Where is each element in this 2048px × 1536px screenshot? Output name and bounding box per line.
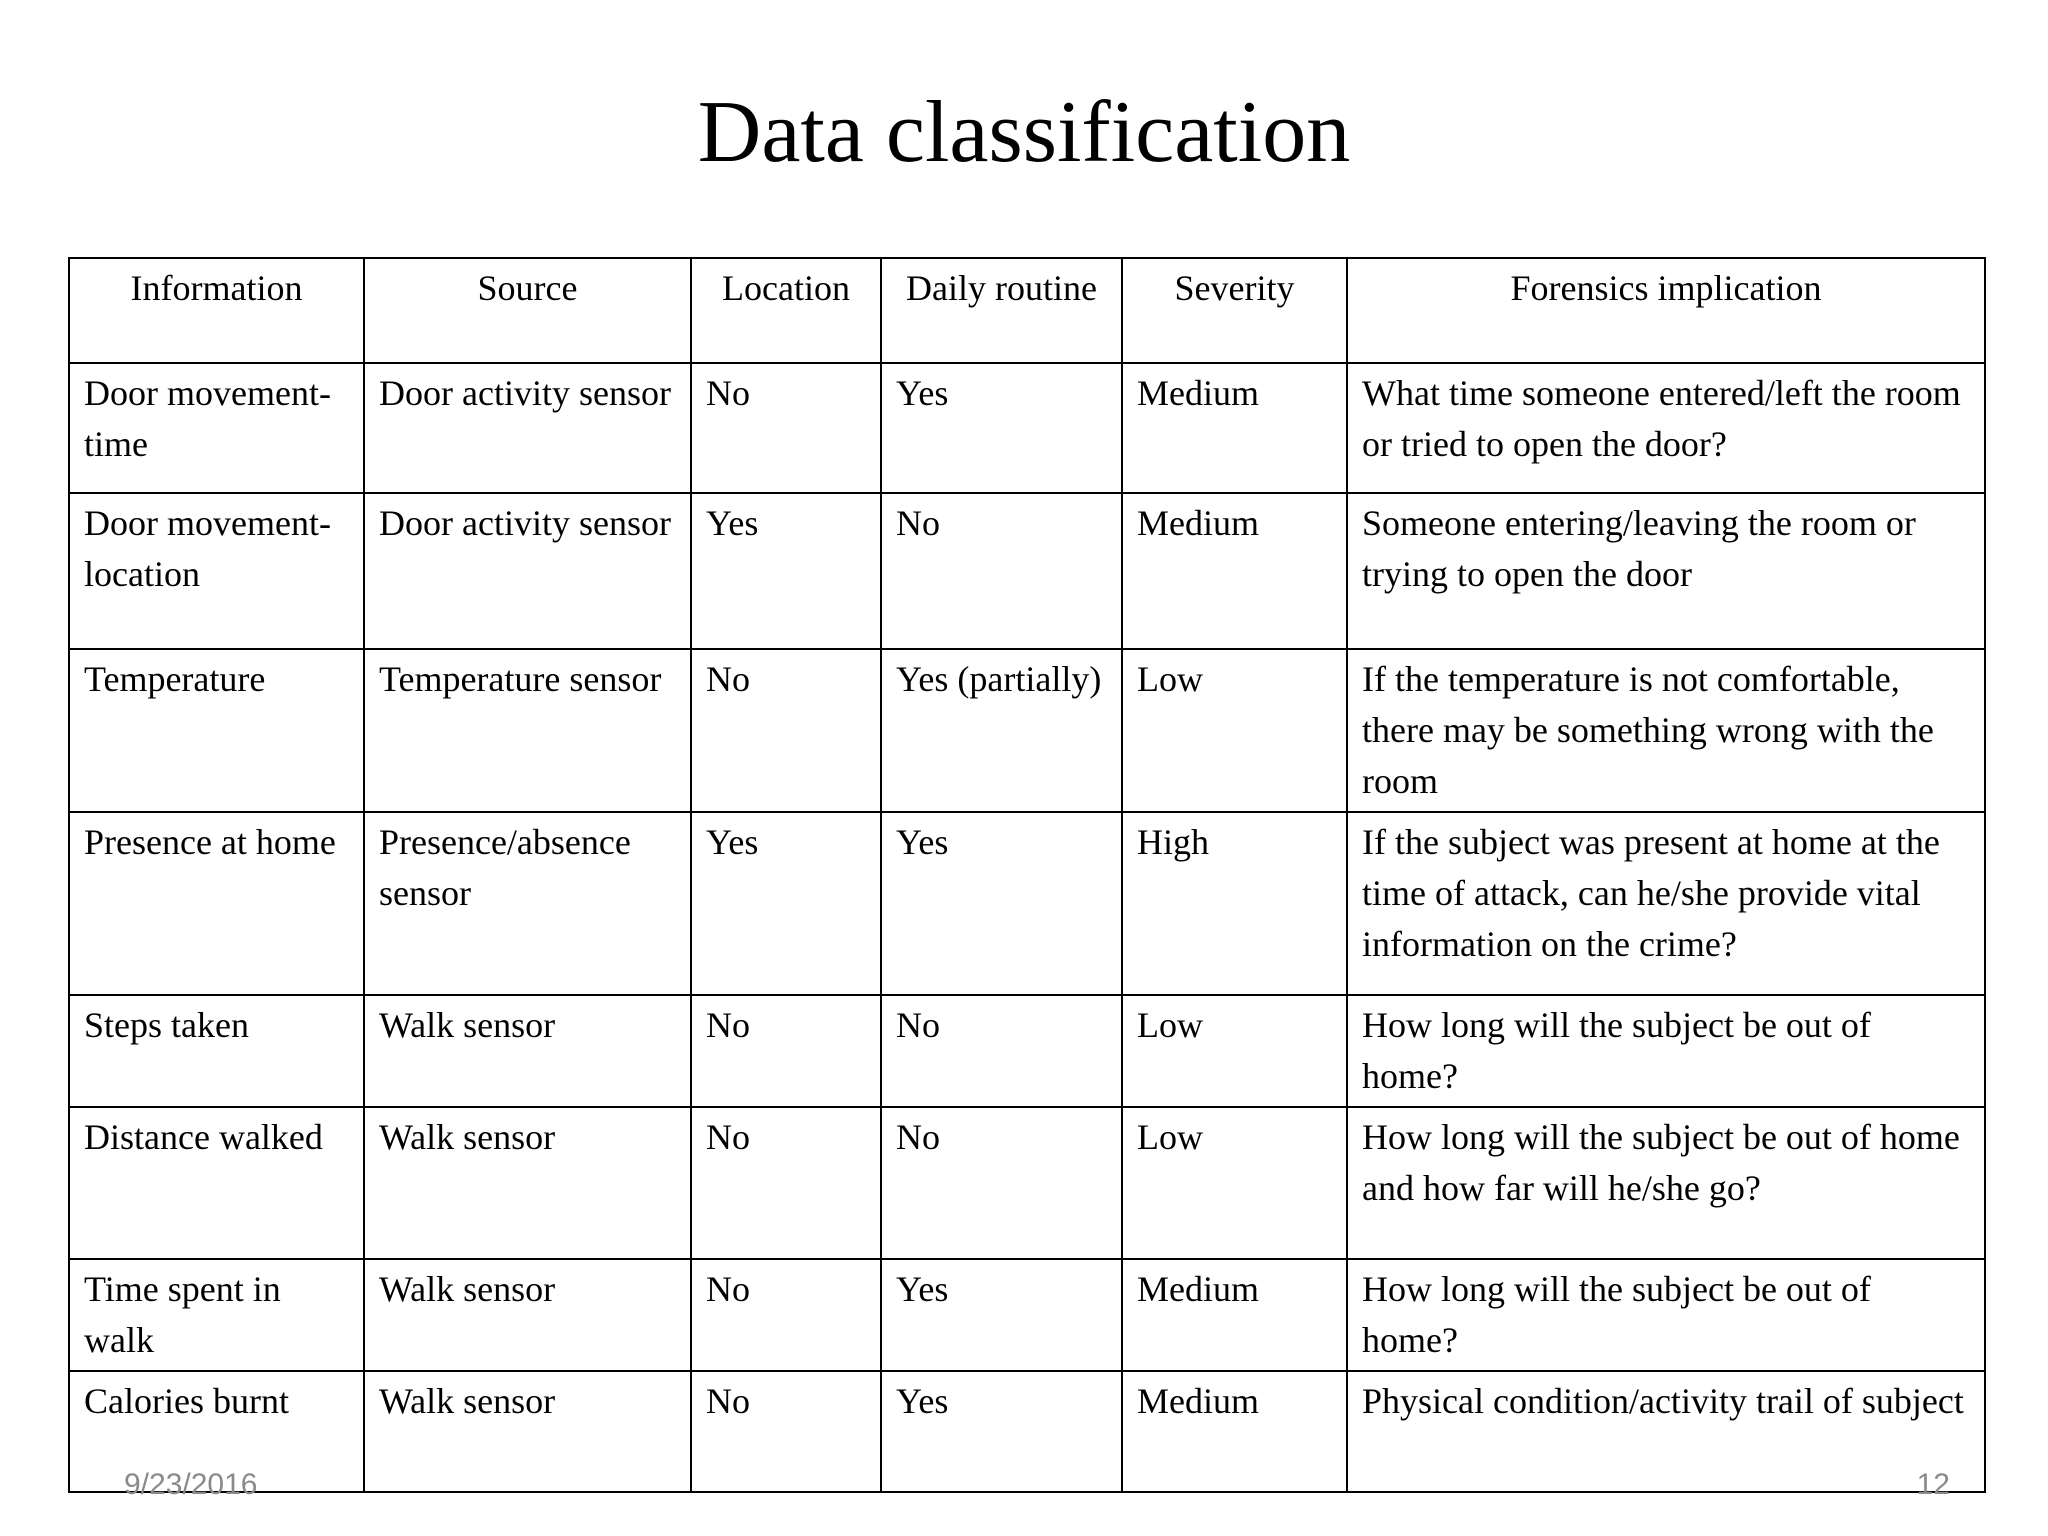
cell-daily-routine: No — [881, 493, 1122, 649]
cell-information: Presence at home — [69, 812, 364, 995]
cell-location: No — [691, 995, 881, 1107]
page-number: 12 — [1916, 1468, 1950, 1501]
cell-forensics-implication: How long will the subject be out of home? — [1347, 995, 1985, 1107]
cell-severity: Medium — [1122, 493, 1347, 649]
table-row — [69, 493, 1985, 649]
cell-information: Calories burnt — [69, 1371, 364, 1492]
cell-daily-routine: Yes — [881, 363, 1122, 493]
cell-daily-routine: No — [881, 995, 1122, 1107]
header-location: Location — [691, 258, 881, 363]
header-forensics-implication: Forensics implication — [1347, 258, 1985, 363]
header-severity: Severity — [1122, 258, 1347, 363]
table-header-row — [69, 258, 1985, 363]
cell-source: Temperature sensor — [364, 649, 691, 812]
cell-source: Presence/absence sensor — [364, 812, 691, 995]
header-source: Source — [364, 258, 691, 363]
cell-source: Walk sensor — [364, 1259, 691, 1371]
cell-source: Door activity sensor — [364, 363, 691, 493]
cell-information: Temperature — [69, 649, 364, 812]
cell-information: Distance walked — [69, 1107, 364, 1259]
table-row — [69, 363, 1985, 493]
cell-information: Time spent in walk — [69, 1259, 364, 1371]
cell-severity: Medium — [1122, 363, 1347, 493]
cell-severity: Medium — [1122, 1371, 1347, 1492]
cell-forensics-implication: How long will the subject be out of home? — [1347, 1259, 1985, 1371]
cell-source: Door activity sensor — [364, 493, 691, 649]
cell-forensics-implication: Physical condition/activity trail of subject — [1347, 1371, 1985, 1492]
cell-source: Walk sensor — [364, 1371, 691, 1492]
header-daily-routine: Daily routine — [881, 258, 1122, 363]
table-row — [69, 1259, 1985, 1371]
cell-forensics-implication: What time someone entered/left the room or tried to open the door? — [1347, 363, 1985, 493]
cell-severity: Medium — [1122, 1259, 1347, 1371]
cell-location: Yes — [691, 493, 881, 649]
header-information: Information — [69, 258, 364, 363]
cell-severity: Low — [1122, 649, 1347, 812]
cell-severity: Low — [1122, 1107, 1347, 1259]
cell-location: No — [691, 649, 881, 812]
table-row — [69, 812, 1985, 995]
table-row — [69, 649, 1985, 812]
cell-daily-routine: Yes — [881, 1259, 1122, 1371]
cell-daily-routine: Yes — [881, 812, 1122, 995]
cell-daily-routine: No — [881, 1107, 1122, 1259]
table-row — [69, 995, 1985, 1107]
cell-information: Door movement-location — [69, 493, 364, 649]
table-row — [69, 1371, 1985, 1492]
cell-severity: High — [1122, 812, 1347, 995]
cell-location: Yes — [691, 812, 881, 995]
cell-location: No — [691, 1371, 881, 1492]
cell-forensics-implication: If the temperature is not comfortable, there may be something wrong with the room — [1347, 649, 1985, 812]
cell-forensics-implication: Someone entering/leaving the room or trying to open the door — [1347, 493, 1985, 649]
cell-daily-routine: Yes (partially) — [881, 649, 1122, 812]
cell-information: Steps taken — [69, 995, 364, 1107]
slide-title: Data classification — [697, 84, 1351, 181]
cell-source: Walk sensor — [364, 1107, 691, 1259]
cell-forensics-implication: If the subject was present at home at the time of attack, can he/she provide vital information on the crime? — [1347, 812, 1985, 995]
table-row — [69, 1107, 1985, 1259]
cell-daily-routine: Yes — [881, 1371, 1122, 1492]
cell-information: Door movement-time — [69, 363, 364, 493]
cell-location: No — [691, 1107, 881, 1259]
data-classification-table — [68, 257, 1986, 1493]
cell-location: No — [691, 1259, 881, 1371]
cell-source: Walk sensor — [364, 995, 691, 1107]
footer-date: 9/23/2016 — [124, 1468, 258, 1501]
cell-severity: Low — [1122, 995, 1347, 1107]
cell-forensics-implication: How long will the subject be out of home and how far will he/she go? — [1347, 1107, 1985, 1259]
cell-location: No — [691, 363, 881, 493]
